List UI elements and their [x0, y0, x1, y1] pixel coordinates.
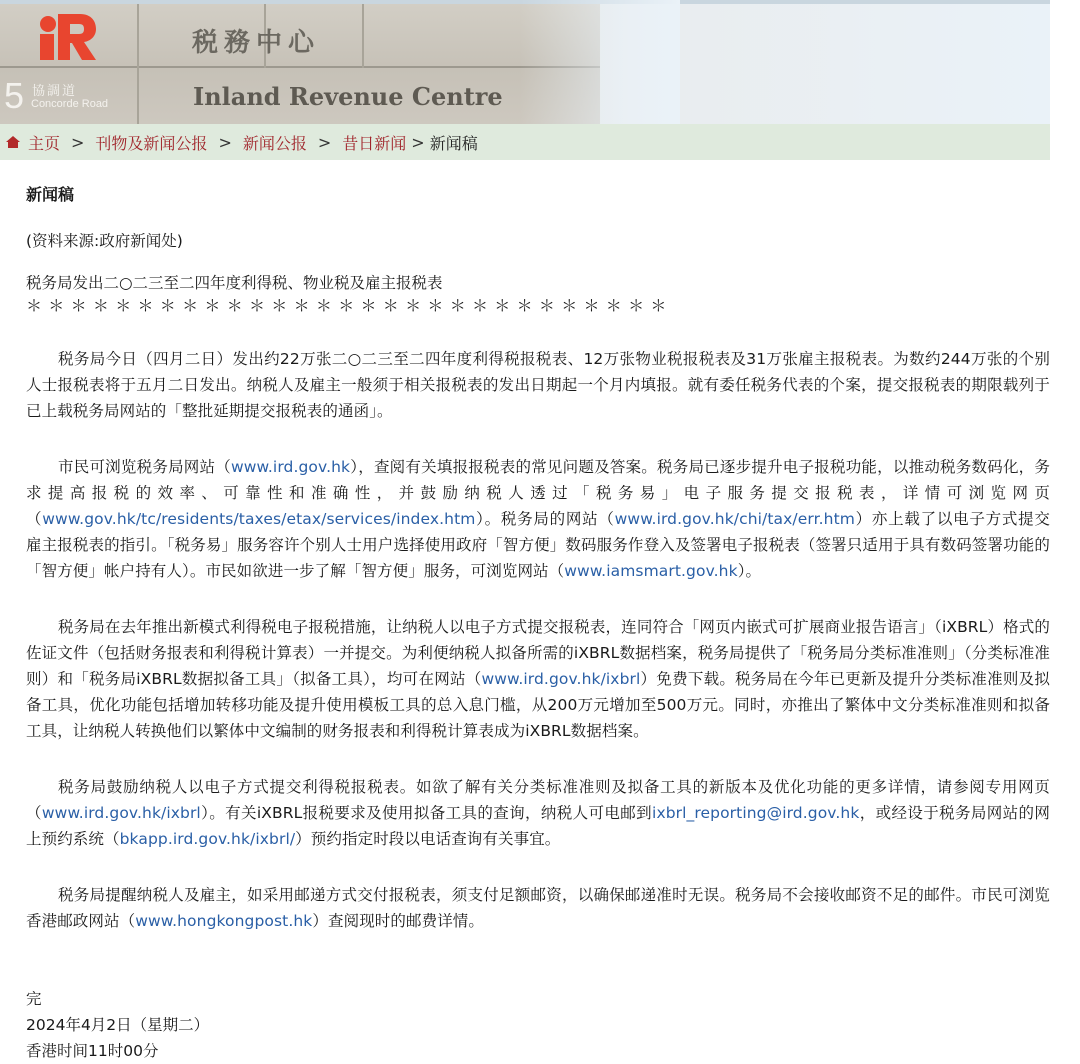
paragraph-text: ）。有关iXBRL报税要求及使用拟备工具的查询，纳税人可电邮到	[200, 804, 653, 822]
breadcrumb-separator: >	[411, 132, 425, 152]
release-time: 香港时间11时00分	[26, 1042, 159, 1060]
address-plate-chinese: 協調道	[32, 84, 78, 99]
ird-website-link[interactable]: www.ird.gov.hk	[230, 458, 351, 476]
sign-divider	[0, 66, 600, 68]
paragraph-text: 税务局提醒纳税人及雇主，如采用邮递方式交付报税表，须支付足额邮资，以确保邮递准时无误。税务局不会接收邮资不足的邮件。市民可浏览香港邮政网站（	[26, 886, 1050, 930]
home-icon[interactable]	[6, 136, 20, 148]
iamsmart-link[interactable]: www.iamsmart.gov.hk	[564, 562, 738, 580]
paragraph-text: ）亦上载了以电子方式提交雇主报税表的指引。「税务易」服务容许个别人士用户选择使用政府「智方便」数码服务作登入及签署电子报税表（签署只适用于具有数码签署功能的「智方便」帐户持有人）。市民如欲进一步了解「智方便」服务，可浏览网站（	[26, 510, 1050, 580]
paragraph-text: 税务局鼓励纳税人以电子方式提交利得税报税表。如欲了解有关分类标准准则及拟备工具的新版本及优化功能的更多详情，请参阅专用网页（	[26, 778, 1050, 822]
ixbrl-email-link[interactable]: ixbrl_reporting@ird.gov.hk	[652, 804, 860, 822]
press-headline: 税务局发出二○二三至二四年度利得税、物业税及雇主报税表	[26, 274, 443, 292]
paragraph-text: ）免费下载。税务局在今年已更新及提升分类标准准则及拟备工具，优化功能包括增加转移功能及提升使用模板工具的总入息门槛，从200万元增加至500万元。同时，亦推出了繁体中文分类标准准则和拟备工具，让纳税人转换他们以繁体中文编制的财务报表和利得税计算表成为iXBRL数据档案。	[26, 670, 1050, 740]
paragraph-5	[26, 882, 1050, 934]
release-footer	[26, 986, 1050, 1064]
page-title: 新闻稿	[26, 185, 75, 204]
booking-system-link[interactable]: bkapp.ird.gov.hk/ixbrl/	[119, 830, 296, 848]
etax-services-link[interactable]: www.gov.hk/tc/residents/taxes/etax/services/index.htm	[42, 510, 476, 528]
banner-fade	[520, 0, 680, 124]
sign-divider	[362, 4, 364, 68]
banner-title-english: Inland Revenue Centre	[193, 82, 503, 111]
paragraph-text: ，或经设于税务局网站的网上预约系统（	[26, 804, 1050, 848]
breadcrumb-publications-link[interactable]: 刊物及新闻公报	[95, 133, 208, 153]
paragraph-text: ）查阅现时的邮费详情。	[312, 912, 484, 930]
release-date: 2024年4月2日（星期二）	[26, 1016, 210, 1034]
address-plate-english: Concorde Road	[31, 98, 109, 110]
paragraph-text: ）。税务局的网站（	[475, 510, 615, 528]
employer-return-guide-link[interactable]: www.ird.gov.hk/chi/tax/err.htm	[614, 510, 855, 528]
ixbrl-webpage-link[interactable]: www.ird.gov.hk/ixbrl	[41, 804, 201, 822]
paragraph-text: ）。	[737, 562, 762, 580]
ixbrl-download-link[interactable]: www.ird.gov.hk/ixbrl	[481, 670, 641, 688]
paragraph-text: ）预约指定时段以电话查询有关事宜。	[295, 830, 561, 848]
headline-divider-stars: ＊＊＊＊＊＊＊＊＊＊＊＊＊＊＊＊＊＊＊＊＊＊＊＊＊＊＊＊＊	[26, 296, 673, 315]
paragraph-text: 税务局在去年推出新模式利得税电子报税措施，让纳税人以电子方式提交报税表，连同符合「网页内嵌式可扩展商业报告语言」（iXBRL）格式的佐证文件（包括财务报表和利得税计算表）一并提交。为利便纳税人拟备所需的iXBRL数据档案，税务局提供了「税务局分类标准准则」（分类标准准则）和「税务局iXBRL数据拟备工具」（拟备工具），均可在网站（	[26, 618, 1050, 688]
hongkong-post-link[interactable]: www.hongkongpost.hk	[135, 912, 313, 930]
ird-logo	[38, 10, 98, 62]
paragraph-4	[26, 774, 1050, 852]
paragraph-3	[26, 614, 1050, 744]
breadcrumb-press-releases-link[interactable]: 新闻公报	[242, 133, 307, 153]
sign-divider	[137, 4, 139, 124]
paragraph-text: 市民可浏览税务局网站（	[58, 458, 231, 476]
press-source: (资料来源:政府新闻处)	[26, 232, 183, 250]
end-mark: 完	[26, 990, 42, 1008]
breadcrumb-separator: >	[71, 132, 85, 152]
breadcrumb-separator: >	[317, 132, 332, 152]
site-banner	[0, 0, 1050, 124]
breadcrumb-current: 新闻稿	[429, 133, 478, 153]
breadcrumb	[0, 124, 1050, 160]
banner-title-chinese: 税務中心	[192, 28, 321, 58]
breadcrumb-home-link[interactable]: 主页	[28, 133, 61, 153]
breadcrumb-separator: >	[218, 132, 232, 152]
press-release-content	[26, 178, 1050, 1064]
address-plate-number: 5	[4, 75, 25, 116]
paragraph-1: 税务局今日（四月二日）发出约22万张二○二三至二四年度利得税报税表、12万张物业税报税表及31万张雇主报税表。为数约244万张的个别人士报税表将于五月二日发出。纳税人及雇主一般须于相关报税表的发出日期起一个月内填报。就有委任税务代表的个案，提交报税表的期限载列于已上载税务局网站的「整批延期提交报税表的通函」。	[26, 350, 1050, 420]
paragraph-2	[26, 454, 1050, 584]
breadcrumb-archive-link[interactable]: 昔日新闻	[342, 133, 407, 153]
paragraph-text: ），查阅有关填报报税表的常见问题及答案。税务局已逐步提升电子报税功能，以推动税务数码化，务求提高报税的效率、可靠性和准确性，并鼓励纳税人透过「税务易」电子服务提交报税表，详情可浏览网页（	[26, 458, 1050, 528]
